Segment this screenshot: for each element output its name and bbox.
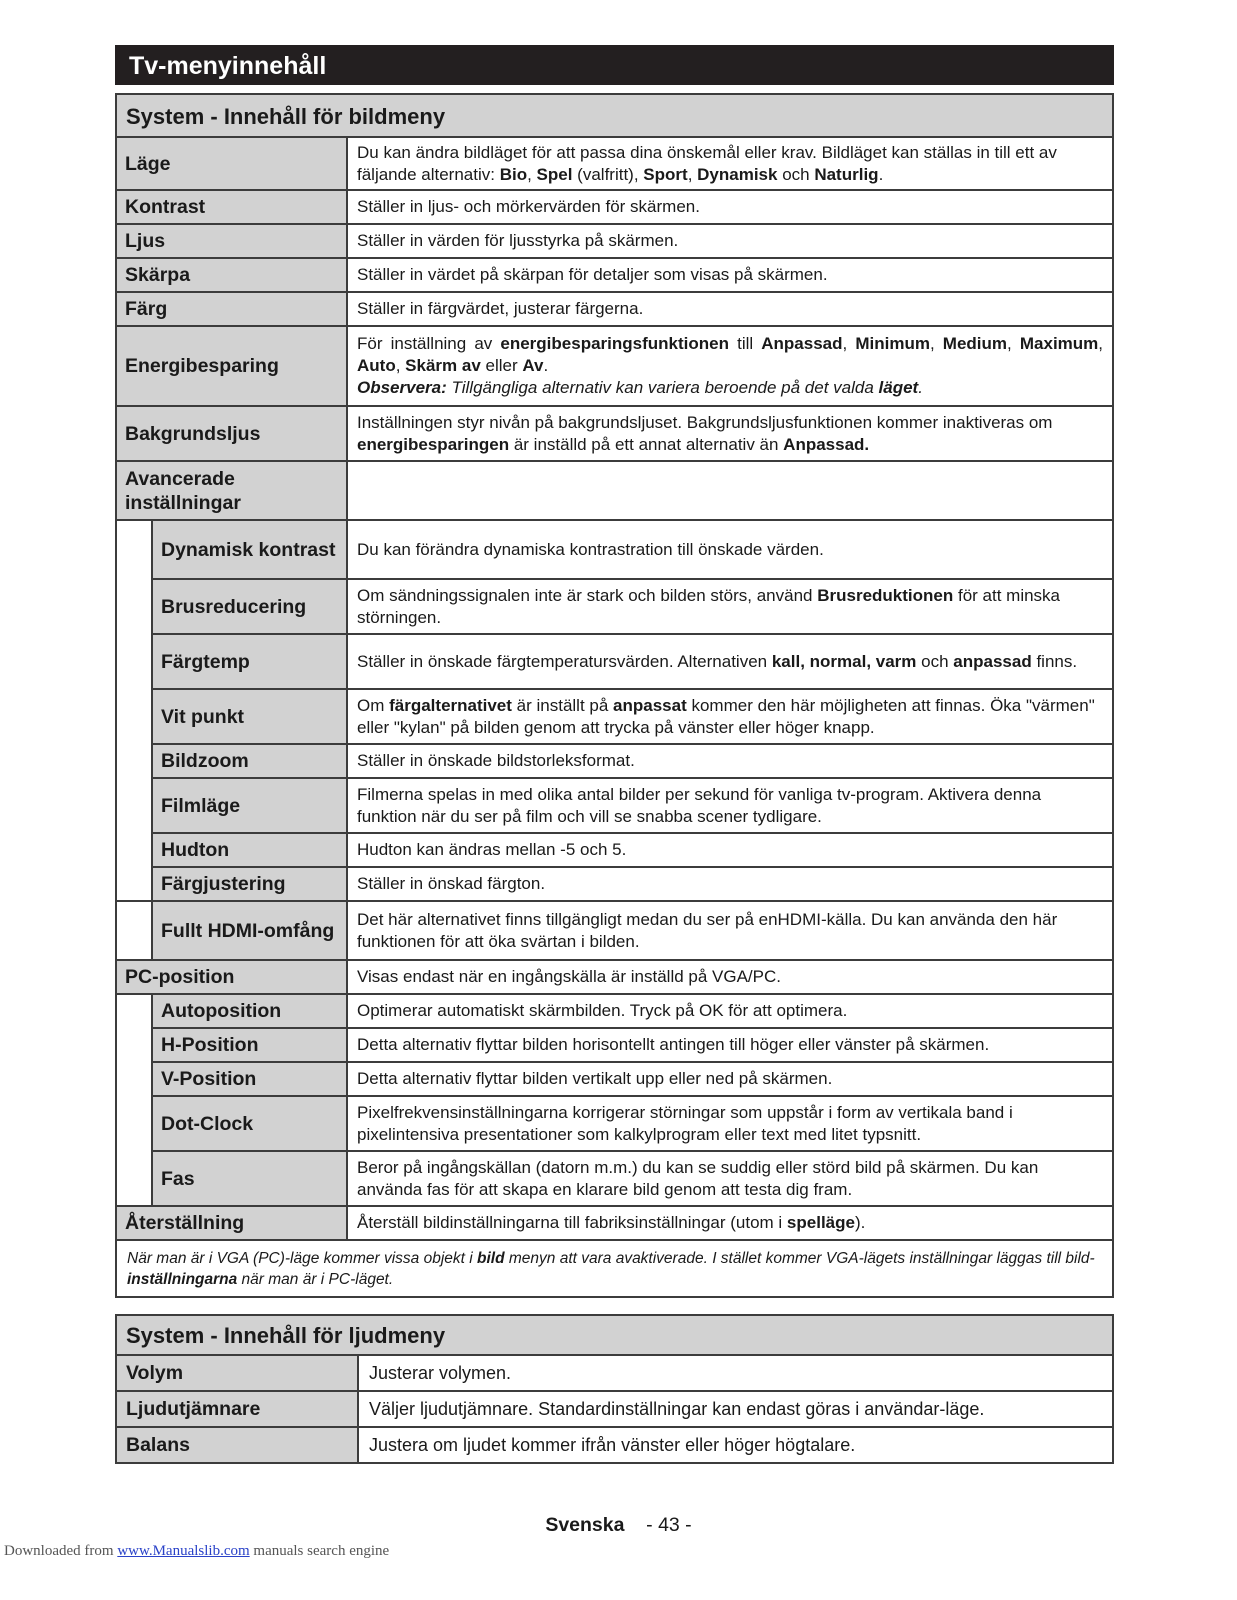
row-description: Ställer in önskade bildstorleksformat. — [347, 744, 1113, 778]
row-label: Läge — [116, 137, 347, 190]
row-label: H-Position — [152, 1028, 347, 1062]
row-label: Färg — [116, 292, 347, 326]
row-description: Du kan ändra bildläget för att passa dina önskemål eller krav. Bildläget kan ställas in till ett av fäljande alternativ: Bio, Spel (valfritt), Sport, Dynamisk och Naturlig. — [347, 137, 1113, 190]
row-description: För inställning av energibesparingsfunktionen till Anpassad, Minimum, Medium, Maximum, Auto, Skärm av eller Av. Observera: Tillgängliga alternativ kan variera beroende på det valda läget. — [347, 326, 1113, 406]
table-row — [116, 1096, 1113, 1151]
row-label: Bildzoom — [152, 744, 347, 778]
table-row — [116, 1151, 1113, 1206]
vga-note: När man är i VGA (PC)-läge kommer vissa objekt i bild menyn att vara avaktiverade. I stället kommer VGA-lägets inställningar läggas till bild- inställningarna när man är i PC-läget. — [116, 1240, 1113, 1297]
footer-language: Svenska — [545, 1514, 625, 1536]
row-description: Ställer in värdet på skärpan för detaljer som visas på skärmen. — [347, 258, 1113, 292]
page-title: Tv-menyinnehåll — [115, 45, 1114, 85]
row-description: Beror på ingångskällan (datorn m.m.) du kan se suddig eller störd bild på skärmen. Du kan använda fas för att skapa en klarare bild genom att testa dig fram. — [347, 1151, 1113, 1206]
page-footer — [0, 1514, 1237, 1537]
picture-menu-heading: System - Innehåll för bildmeny — [116, 94, 1113, 137]
table-row — [116, 1427, 1113, 1463]
sound-menu-heading: System - Innehåll för ljudmeny — [116, 1315, 1113, 1355]
row-description: Visas endast när en ingångskälla är inställd på VGA/PC. — [347, 960, 1113, 994]
table-row — [116, 190, 1113, 224]
table-row — [116, 901, 1113, 960]
table-row — [116, 137, 1113, 190]
row-label: Bakgrundsljus — [116, 406, 347, 461]
row-description: Filmerna spelas in med olika antal bilder per sekund för vanliga tv-program. Aktivera denna funktion när du ser på film och vill se snabba scener tydligare. — [347, 778, 1113, 833]
row-label: Energibesparing — [116, 326, 347, 406]
row-description: Detta alternativ flyttar bilden vertikalt upp eller ned på skärmen. — [347, 1062, 1113, 1096]
table-row — [116, 461, 1113, 520]
table-row — [116, 1355, 1113, 1391]
row-description: Ställer in värden för ljusstyrka på skärmen. — [347, 224, 1113, 258]
table-row — [116, 258, 1113, 292]
row-label: Fas — [152, 1151, 347, 1206]
row-label: Hudton — [152, 833, 347, 867]
row-label: Återställning — [116, 1206, 347, 1240]
row-description: Ställer in färgvärdet, justerar färgerna. — [347, 292, 1113, 326]
row-label: Avancerade inställningar — [116, 461, 347, 520]
table-row — [116, 744, 1113, 778]
row-description: Detta alternativ flyttar bilden horisontellt antingen till höger eller vänster på skärmen. — [347, 1028, 1113, 1062]
table-row — [116, 1062, 1113, 1096]
row-label: Ljudutjämnare — [116, 1391, 358, 1427]
row-description: Ställer in önskade färgtemperatursvärden. Alternativen kall, normal, varm och anpassad finns. — [347, 634, 1113, 689]
table-row — [116, 1206, 1113, 1240]
row-label: Dynamisk kontrast — [152, 520, 347, 579]
row-label: V-Position — [152, 1062, 347, 1096]
page-number: - 43 - — [646, 1514, 692, 1536]
row-label: Kontrast — [116, 190, 347, 224]
row-label: Skärpa — [116, 258, 347, 292]
row-description: Du kan förändra dynamiska kontrastration till önskade värden. — [347, 520, 1113, 579]
row-label: Ljus — [116, 224, 347, 258]
table-row — [116, 867, 1113, 901]
row-description: Ställer in önskad färgton. — [347, 867, 1113, 901]
table-row — [116, 634, 1113, 689]
table-row — [116, 292, 1113, 326]
row-description: Inställningen styr nivån på bakgrundsljuset. Bakgrundsljusfunktionen kommer inaktiveras om energibesparingen är inställd på ett annat alternativ än Anpassad. — [347, 406, 1113, 461]
row-description: Justera om ljudet kommer ifrån vänster eller höger högtalare. — [358, 1427, 1113, 1463]
row-label: Autoposition — [152, 994, 347, 1028]
table-row — [116, 994, 1113, 1028]
table-row — [116, 326, 1113, 406]
row-label: Vit punkt — [152, 689, 347, 744]
table-row — [116, 689, 1113, 744]
table-row — [116, 406, 1113, 461]
row-description: Om sändningssignalen inte är stark och bilden störs, använd Brusreduktionen för att minska störningen. — [347, 579, 1113, 634]
row-description: Justerar volymen. — [358, 1355, 1113, 1391]
table-row — [116, 1391, 1113, 1427]
row-description: Hudton kan ändras mellan -5 och 5. — [347, 833, 1113, 867]
table-row — [116, 579, 1113, 634]
row-label: Dot-Clock — [152, 1096, 347, 1151]
row-label: Färgjustering — [152, 867, 347, 901]
row-description: Det här alternativet finns tillgängligt medan du ser på enHDMI-källa. Du kan använda den här funktionen för att öka svärtan i bilden. — [347, 901, 1113, 960]
indent-cell — [116, 520, 152, 901]
table-row — [116, 778, 1113, 833]
table-row — [116, 833, 1113, 867]
row-description — [347, 461, 1113, 520]
download-notice: Downloaded from www.Manualslib.com manuals search engine — [4, 1543, 390, 1559]
row-description: Om färgalternativet är inställt på anpassat kommer den här möjligheten att finnas. Öka "värmen" eller "kylan" på bilden genom att trycka på vänster eller höger knapp. — [347, 689, 1113, 744]
row-label: Volym — [116, 1355, 358, 1391]
row-label: Brusreducering — [152, 579, 347, 634]
indent-cell — [116, 901, 152, 960]
manualslib-link[interactable]: www.Manualslib.com — [117, 1543, 250, 1559]
indent-cell — [116, 994, 152, 1206]
row-label: Fullt HDMI-omfång — [152, 901, 347, 960]
table-row — [116, 960, 1113, 994]
row-description: Ställer in ljus- och mörkervärden för skärmen. — [347, 190, 1113, 224]
row-label: Balans — [116, 1427, 358, 1463]
row-label: Färgtemp — [152, 634, 347, 689]
row-label: Filmläge — [152, 778, 347, 833]
sound-menu-table — [115, 1314, 1114, 1464]
table-row — [116, 1028, 1113, 1062]
row-description: Väljer ljudutjämnare. Standardinställningar kan endast göras i användar-läge. — [358, 1391, 1113, 1427]
row-description: Optimerar automatiskt skärmbilden. Tryck på OK för att optimera. — [347, 994, 1113, 1028]
picture-menu-table — [115, 93, 1114, 1298]
row-label: PC-position — [116, 960, 347, 994]
row-description: Återställ bildinställningarna till fabriksinställningar (utom i spelläge). — [347, 1206, 1113, 1240]
table-row — [116, 224, 1113, 258]
table-row — [116, 520, 1113, 579]
row-description: Pixelfrekvensinställningarna korrigerar störningar som uppstår i form av vertikala band i pixelintensiva presentationer som kalkylprogram eller text med litet typsnitt. — [347, 1096, 1113, 1151]
